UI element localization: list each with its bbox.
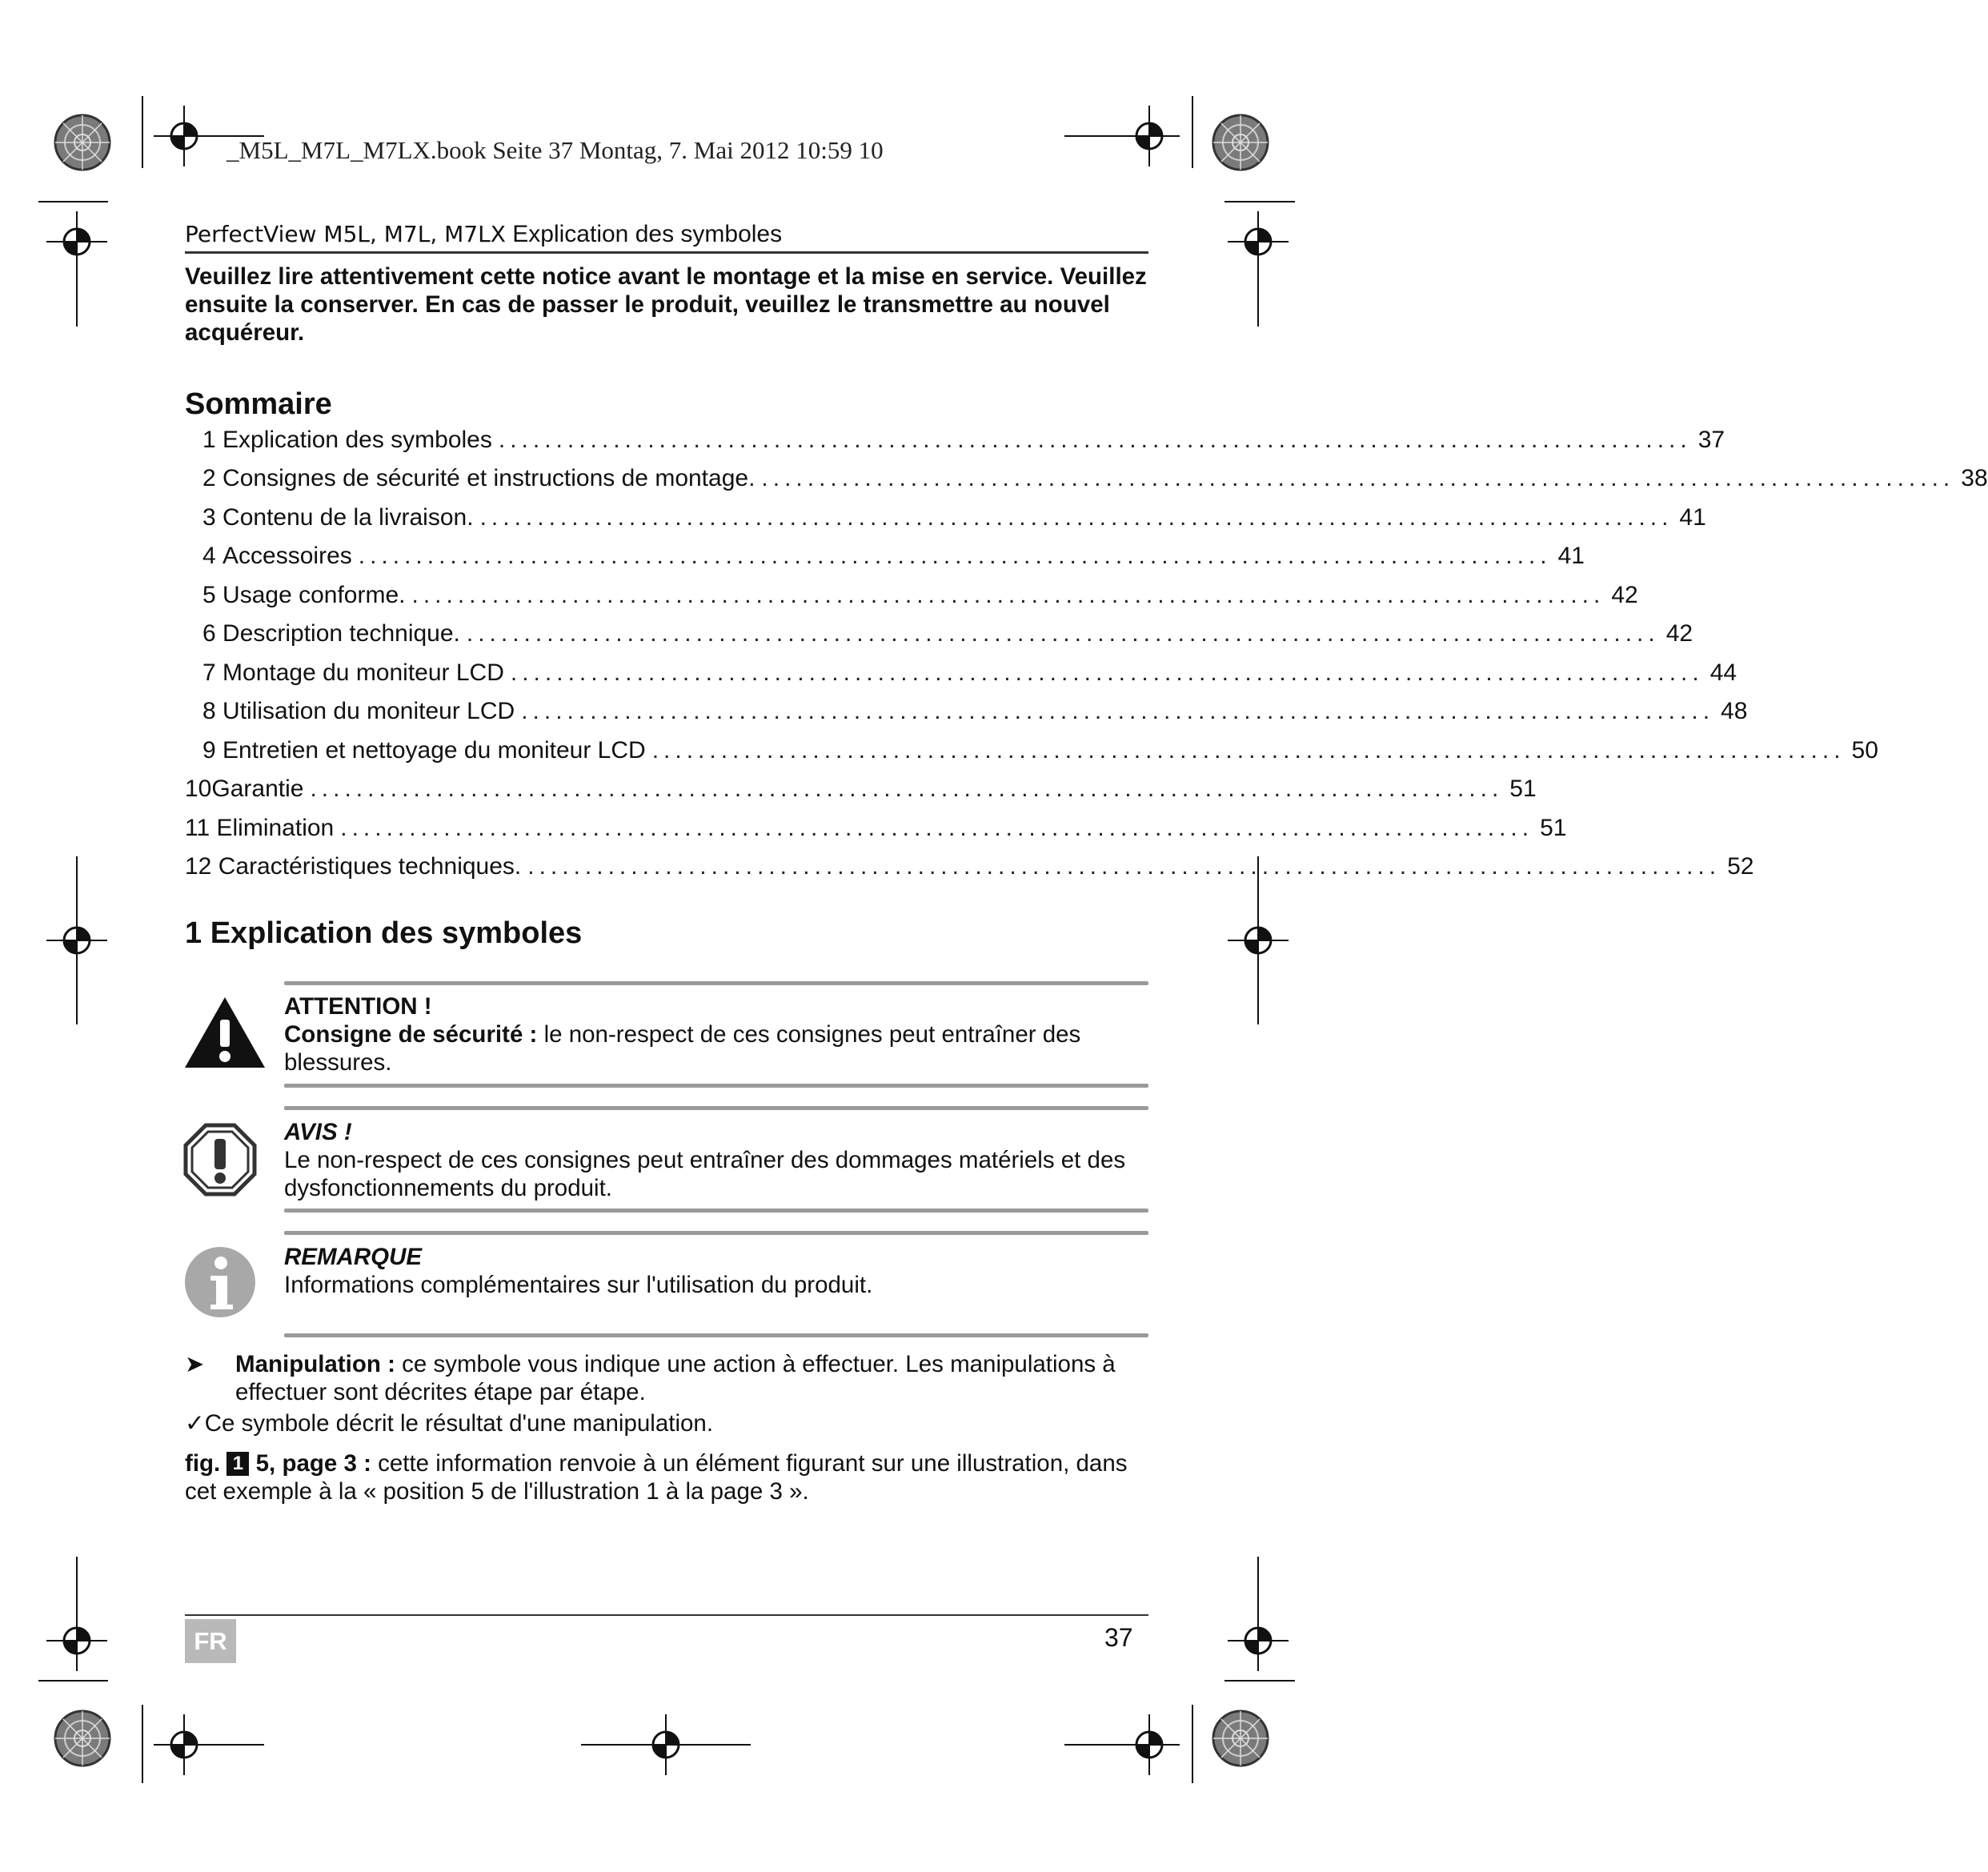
intro-paragraph: Veuillez lire attentivement cette notice avant le montage et la mise en service. Veuillez ensuite la conserver. En cas de passer le produit, veuillez le transmettre au nouvel acquéreur. [185, 263, 1147, 346]
page-number: 37 [1104, 1623, 1133, 1652]
toc-entry-title: Usage conforme. [222, 582, 406, 608]
header-section: Explication des symboles [512, 221, 783, 247]
toc-entry-number: 2 [202, 465, 216, 491]
toc-entry-page: 44 [1709, 659, 1737, 686]
toc-entry-title: Garantie [211, 776, 304, 802]
figure-reference-item [185, 1449, 1153, 1505]
language-badge: FR [185, 1619, 236, 1663]
print-info-line: _M5L_M7L_M7LX.book Seite 37 Montag, 7. Mai 2012 10:59 10 [226, 136, 884, 164]
product-brand: PerfectView M5L, M7L, M7LX [185, 221, 506, 247]
avis-notice [284, 1118, 1152, 1202]
toc-entry-number: 1 [202, 427, 216, 453]
toc-entry-page: 51 [1509, 776, 1537, 802]
notice-octagon-icon [183, 1123, 257, 1197]
arrow-icon: ➤ [185, 1352, 205, 1377]
remarque-label: REMARQUE [284, 1244, 423, 1270]
toc-entry[interactable]: 3 Contenu de la livraison. ........................................................................................................ 41 [202, 504, 1706, 531]
remarque-text: Informations complémentaires sur l'utilisation du produit. [284, 1272, 873, 1298]
toc-entry[interactable]: 12 Caractéristiques techniques. ........................................................................................................ 52 [185, 853, 1754, 880]
toc-entry-number: 8 [202, 698, 216, 724]
toc-entry[interactable]: 11 Elimination ........................................................................................................ 51 [185, 815, 1567, 841]
toc-entry[interactable]: 1 Explication des symboles ........................................................................................................ 37 [202, 427, 1725, 453]
toc-entry-number: 12 [185, 853, 212, 880]
toc-entry-title: Utilisation du moniteur LCD [222, 698, 515, 724]
toc-entry-page: 50 [1851, 737, 1878, 764]
manipulation-text: ce symbole vous indique une action à effectuer. Les manipulations à effectuer sont décrites étape par étape. [235, 1351, 1116, 1405]
toc-title: Sommaire [185, 387, 332, 421]
toc-entry-number: 4 [202, 543, 216, 569]
toc-entry-title: Accessoires [222, 543, 352, 569]
section-heading: 1 Explication des symboles [185, 916, 583, 950]
toc-entry-page: 52 [1727, 853, 1754, 880]
box-divider [284, 1209, 1148, 1213]
toc-entry-page: 41 [1679, 504, 1706, 531]
toc-entry-page: 48 [1721, 698, 1748, 724]
toc-entry-page: 38 [1961, 465, 1988, 491]
running-header [185, 221, 1148, 254]
toc-entry-title: Explication des symboles [222, 427, 492, 453]
toc-entry-number: 3 [202, 504, 216, 531]
toc-entry-title: Elimination [216, 815, 335, 841]
toc-entry[interactable]: 8 Utilisation du moniteur LCD ........................................................................................................ 48 [202, 698, 1748, 724]
footer-divider [185, 1614, 1148, 1616]
manipulation-lead: Manipulation : [235, 1351, 395, 1377]
toc-entry-number: 9 [202, 737, 216, 764]
attention-label: ATTENTION ! [284, 993, 432, 1020]
toc-entry[interactable]: 2 Consignes de sécurité et instructions de montage. ........................................................................................................ 38 [202, 465, 1988, 491]
toc-entry-page: 42 [1611, 582, 1638, 608]
toc-entry-page: 41 [1557, 543, 1585, 569]
toc-entry-title: Consignes de sécurité et instructions de montage. [222, 465, 756, 491]
box-divider [284, 1333, 1148, 1337]
attention-notice [284, 992, 1152, 1076]
toc-entry-page: 37 [1697, 427, 1725, 453]
toc-entry-page: 42 [1665, 620, 1693, 647]
fig-position: 5, page 3 : [249, 1450, 371, 1477]
remarque-notice [284, 1243, 1152, 1299]
warning-triangle-icon [183, 996, 267, 1069]
fig-lead: fig. [185, 1450, 221, 1477]
attention-text: le non-respect de ces consignes peut entraîner des blessures. [284, 1021, 1081, 1076]
box-divider [284, 1084, 1148, 1088]
toc-entry-title: Montage du moniteur LCD [222, 659, 504, 686]
box-divider [284, 1231, 1148, 1235]
toc-entry-number: 7 [202, 659, 216, 686]
toc-entry[interactable]: 5 Usage conforme. ........................................................................................................ 42 [202, 582, 1638, 608]
avis-text: Le non-respect de ces consignes peut entraîner des dommages matériels et des dysfonctionnements du produit. [284, 1147, 1126, 1201]
toc-entry-number: 6 [202, 620, 216, 647]
toc-entry-number: 11 [185, 815, 210, 841]
toc-entry-title: Caractéristiques techniques. [218, 853, 522, 880]
toc-entry-number: 10 [185, 776, 212, 802]
result-item [185, 1409, 1153, 1437]
box-divider [284, 981, 1148, 985]
toc-entry-number: 5 [202, 582, 216, 608]
info-icon [183, 1245, 257, 1319]
toc-entry[interactable]: 9 Entretien et nettoyage du moniteur LCD ........................................................................................................ 50 [202, 737, 1878, 764]
toc-entry-title: Description technique. [222, 620, 460, 647]
toc-entry-title: Entretien et nettoyage du moniteur LCD [222, 737, 646, 764]
avis-label: AVIS ! [284, 1119, 352, 1145]
figure-number-badge: 1 [226, 1452, 249, 1476]
toc-entry[interactable]: 10 Garantie ........................................................................................................ 51 [185, 776, 1537, 802]
fig-text: cette information renvoie à un élément figurant sur une illustration, dans cet exemple à la « position 5 de l'illustration 1 à la page 3 ». [185, 1450, 1128, 1505]
attention-lead: Consigne de sécurité : [284, 1021, 538, 1048]
checkmark-icon: ✓ [185, 1410, 205, 1437]
result-text: Ce symbole décrit le résultat d'une manipulation. [204, 1410, 714, 1437]
toc-entry-page: 51 [1540, 815, 1567, 841]
manipulation-item [235, 1350, 1156, 1406]
box-divider [284, 1106, 1148, 1110]
toc-entry[interactable]: 7 Montage du moniteur LCD ........................................................................................................ 44 [202, 659, 1737, 686]
toc-entry[interactable]: 6 Description technique. ........................................................................................................ 42 [202, 620, 1693, 647]
toc-entry[interactable]: 4 Accessoires ........................................................................................................ 41 [202, 543, 1585, 569]
toc-entry-title: Contenu de la livraison. [222, 504, 474, 531]
